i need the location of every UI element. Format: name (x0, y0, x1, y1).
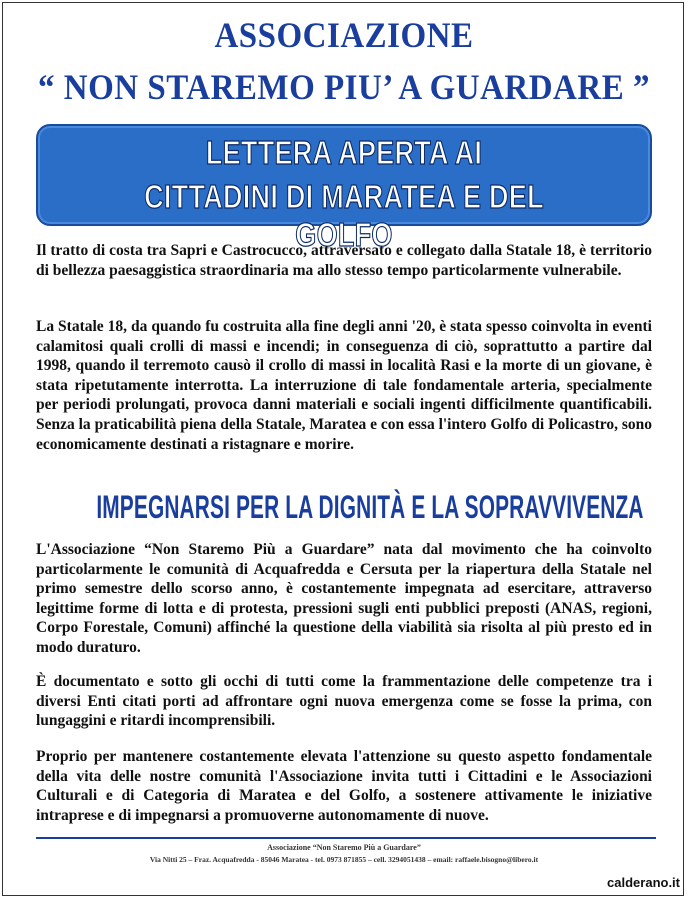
association-name: “ NON STAREMO PIU’ A GUARDARE ” (38, 68, 650, 108)
association-title: ASSOCIAZIONE (214, 16, 474, 56)
paragraph-fragmentation: È documentato e sotto gli occhi di tutti come la frammentazione delle competenze tra i diversi Enti citati porti ad affrontare ogni nuova emergenza come se fosse la prima, con lungaggini e ritardi incomprensibili. (36, 673, 652, 730)
site-watermark: calderano.it (607, 875, 680, 890)
paragraph-invitation: Proprio per mantenere costantemente elevata l'attenzione su questo aspetto fondamentale della vita delle nostre comunità l'Associazione invita tutti i Cittadini e le Associazioni Culturali e di Categoria di Maratea e del Golfo, a sostenere attivamente le iniziative intraprese e di impegnarsi a promuoverne autonomamente di nuove. (36, 748, 652, 824)
section-heading: IMPEGNARSI PER LA DIGNITÀ E LA SOPRAVVIVENZA (96, 490, 644, 526)
footer-divider (36, 837, 656, 839)
paragraph-intro: Il tratto di costa tra Sapri e Castrocucco, attraversato e collegato dalla Statale 18, è territorio di bellezza paesaggistica straordinaria ma allo stesso tempo particolarmente vulnerabile. (36, 242, 652, 279)
footer-association: Associazione “Non Staremo Più a Guardare” (267, 843, 421, 852)
paragraph-association: L'Associazione “Non Staremo Più a Guardare” nata dal movimento che ha coinvolto particolarmente le comunità di Acquafredda e Cersuta per la riapertura della Statale nel primo semestre dello scorso anno, è costantemente impegnata ad esercitare, attraverso legittime forme di lotta e di protesta, pressioni sugli enti pubblici preposti (ANAS, regioni, Corpo Forestale, Comuni) affinché la questione della viabilità sia risolta al più presto ed in modo duraturo. (36, 541, 652, 656)
banner-line-2: CITTADINI DI MARATEA E DEL GOLFO (144, 178, 544, 253)
open-letter-banner (36, 124, 652, 253)
banner-line-1: LETTERA APERTA AI (205, 134, 483, 171)
paragraph-statale: La Statale 18, da quando fu costruita alla fine degli anni '20, è stata spesso coinvolta in eventi calamitosi quali crolli di massi e incendi; in conseguenza di ciò, soprattutto a partire dal 1998, quando il terremoto causò il crollo di massi in località Rasi e la morte di un giovane, è stata ripetutamente interrotta. La interruzione di tale fondamentale arteria, specialmente per periodi prolungati, provoca danni materiali e sociali ingenti difficilmente quantificabili. Senza la praticabilità piena della Statale, Maratea e con essa l'intero Golfo di Policastro, sono economicamente destinati a ristagnare e morire. (36, 318, 652, 453)
footer-contact: Via Nitti 25 – Fraz. Acquafredda - 85046 Maratea - tel. 0973 871855 – cell. 3294051438 – email: raffaele.bisogno@libero.it (149, 855, 539, 864)
